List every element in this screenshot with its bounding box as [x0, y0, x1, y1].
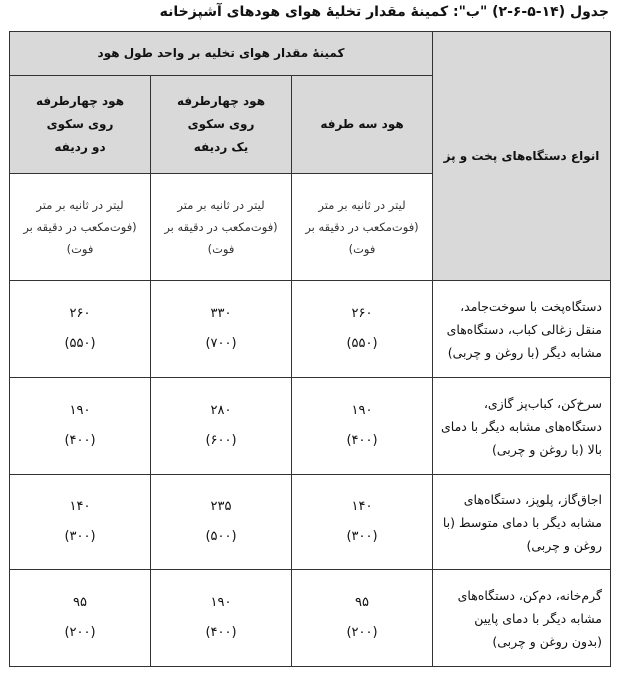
value-si: ۹۵ [355, 595, 369, 610]
appliance-label-line: بالا (با روغن و چربی) [491, 441, 602, 457]
unit-cell [151, 174, 292, 281]
hood-type-line: دو ردیفه [54, 140, 106, 154]
unit-line: (فوت‌مکعب در دقیقه بر [23, 220, 137, 234]
value-ip: (۵۰۰) [205, 529, 237, 544]
value-cell [10, 570, 151, 667]
value-si: ۳۳۰ [210, 306, 232, 321]
unit-line: لیتر در ثانیه بر متر [318, 198, 406, 212]
hood-type-line: هود چهارطرفه [176, 94, 266, 108]
hood-type-line: هود سه طرفه [320, 117, 404, 131]
appliance-label-line: (بدون روغن و چربی) [492, 633, 602, 649]
value-ip: (۳۰۰) [346, 529, 378, 544]
value-si: ۱۹۰ [210, 595, 232, 610]
appliance-label-line: روغن و چربی) [526, 537, 602, 553]
unit-line: (فوت‌مکعب در دقیقه بر [164, 220, 278, 234]
value-si: ۲۳۵ [210, 499, 232, 514]
value-ip: (۵۵۰) [64, 336, 96, 351]
group-header: کمینهٔ مقدار هوای تخلیه بر واحد طول هود [10, 32, 433, 76]
hood-type-line: هود چهارطرفه [35, 94, 125, 108]
appliance-label-line: اجاق‌گاز، پلوپز، دستگاه‌های [463, 491, 602, 507]
unit-line: فوت) [348, 242, 376, 256]
unit-cell [10, 174, 151, 281]
value-cell [151, 475, 292, 570]
hood-type-header [10, 76, 151, 174]
value-ip: (۲۰۰) [346, 625, 378, 640]
table-row [10, 281, 611, 378]
value-si: ۱۹۰ [69, 403, 91, 418]
value-cell [151, 378, 292, 475]
appliance-label-line: سرخ‌کن، کباب‌پز گازی، [483, 395, 602, 411]
unit-line: لیتر در ثانیه بر متر [36, 198, 124, 212]
appliance-label-line: مشابه دیگر با دمای متوسط (با [442, 514, 602, 530]
appliance-label [433, 281, 611, 378]
table-caption: جدول (۱۴-۵-۶-۲) "ب": کمینهٔ مقدار تخلیهٔ هوای هودهای آشپزخانه [159, 4, 609, 20]
appliance-label-line: مشابه دیگر (با روغن و چربی) [447, 344, 602, 360]
table-row [10, 570, 611, 667]
appliance-label-line: مشابه دیگر با دمای پایین [474, 610, 602, 626]
appliance-label-line: گرم‌خانه، دم‌کن، دستگاه‌های [457, 587, 602, 603]
value-si: ۲۶۰ [69, 306, 91, 321]
unit-line: فوت) [66, 242, 94, 256]
value-cell [292, 378, 433, 475]
value-ip: (۵۵۰) [346, 336, 378, 351]
exhaust-rate-table [9, 31, 611, 667]
table-row [10, 378, 611, 475]
value-cell [151, 281, 292, 378]
unit-line: لیتر در ثانیه بر متر [177, 198, 265, 212]
value-si: ۲۸۰ [210, 403, 232, 418]
hood-type-header [292, 76, 433, 174]
appliance-label [433, 570, 611, 667]
value-ip: (۲۰۰) [64, 625, 96, 640]
appliance-label-line: دستگاه‌پخت با سوخت‌جامد، [460, 298, 602, 314]
value-cell [292, 281, 433, 378]
hood-type-line: روی سکوی [187, 117, 255, 131]
value-cell [292, 475, 433, 570]
value-cell [10, 281, 151, 378]
value-ip: (۳۰۰) [64, 529, 96, 544]
unit-cell [292, 174, 433, 281]
value-cell [151, 570, 292, 667]
appliance-label [433, 378, 611, 475]
value-ip: (۷۰۰) [205, 336, 237, 351]
value-si: ۲۶۰ [351, 306, 373, 321]
hood-type-line: یک ردیفه [193, 140, 249, 154]
appliance-label-line: دستگاه‌های مشابه دیگر با دمای [441, 418, 602, 434]
hood-type-header [151, 76, 292, 174]
unit-line: (فوت‌مکعب در دقیقه بر [305, 220, 419, 234]
value-si: ۱۴۰ [351, 499, 373, 514]
value-ip: (۴۰۰) [346, 433, 378, 448]
value-cell [10, 475, 151, 570]
value-ip: (۴۰۰) [205, 625, 237, 640]
hood-type-line: روی سکوی [46, 117, 114, 131]
value-si: ۱۹۰ [351, 403, 373, 418]
value-si: ۱۴۰ [69, 499, 91, 514]
unit-line: فوت) [207, 242, 235, 256]
value-cell [10, 378, 151, 475]
value-cell [292, 570, 433, 667]
appliance-type-header: انواع دستگاه‌های پخت و پز [433, 32, 611, 281]
appliance-label [433, 475, 611, 570]
appliance-label-line: منقل زغالی کباب، دستگاه‌های [446, 321, 602, 337]
value-ip: (۶۰۰) [205, 433, 237, 448]
table-row [10, 475, 611, 570]
value-si: ۹۵ [73, 595, 87, 610]
value-ip: (۴۰۰) [64, 433, 96, 448]
